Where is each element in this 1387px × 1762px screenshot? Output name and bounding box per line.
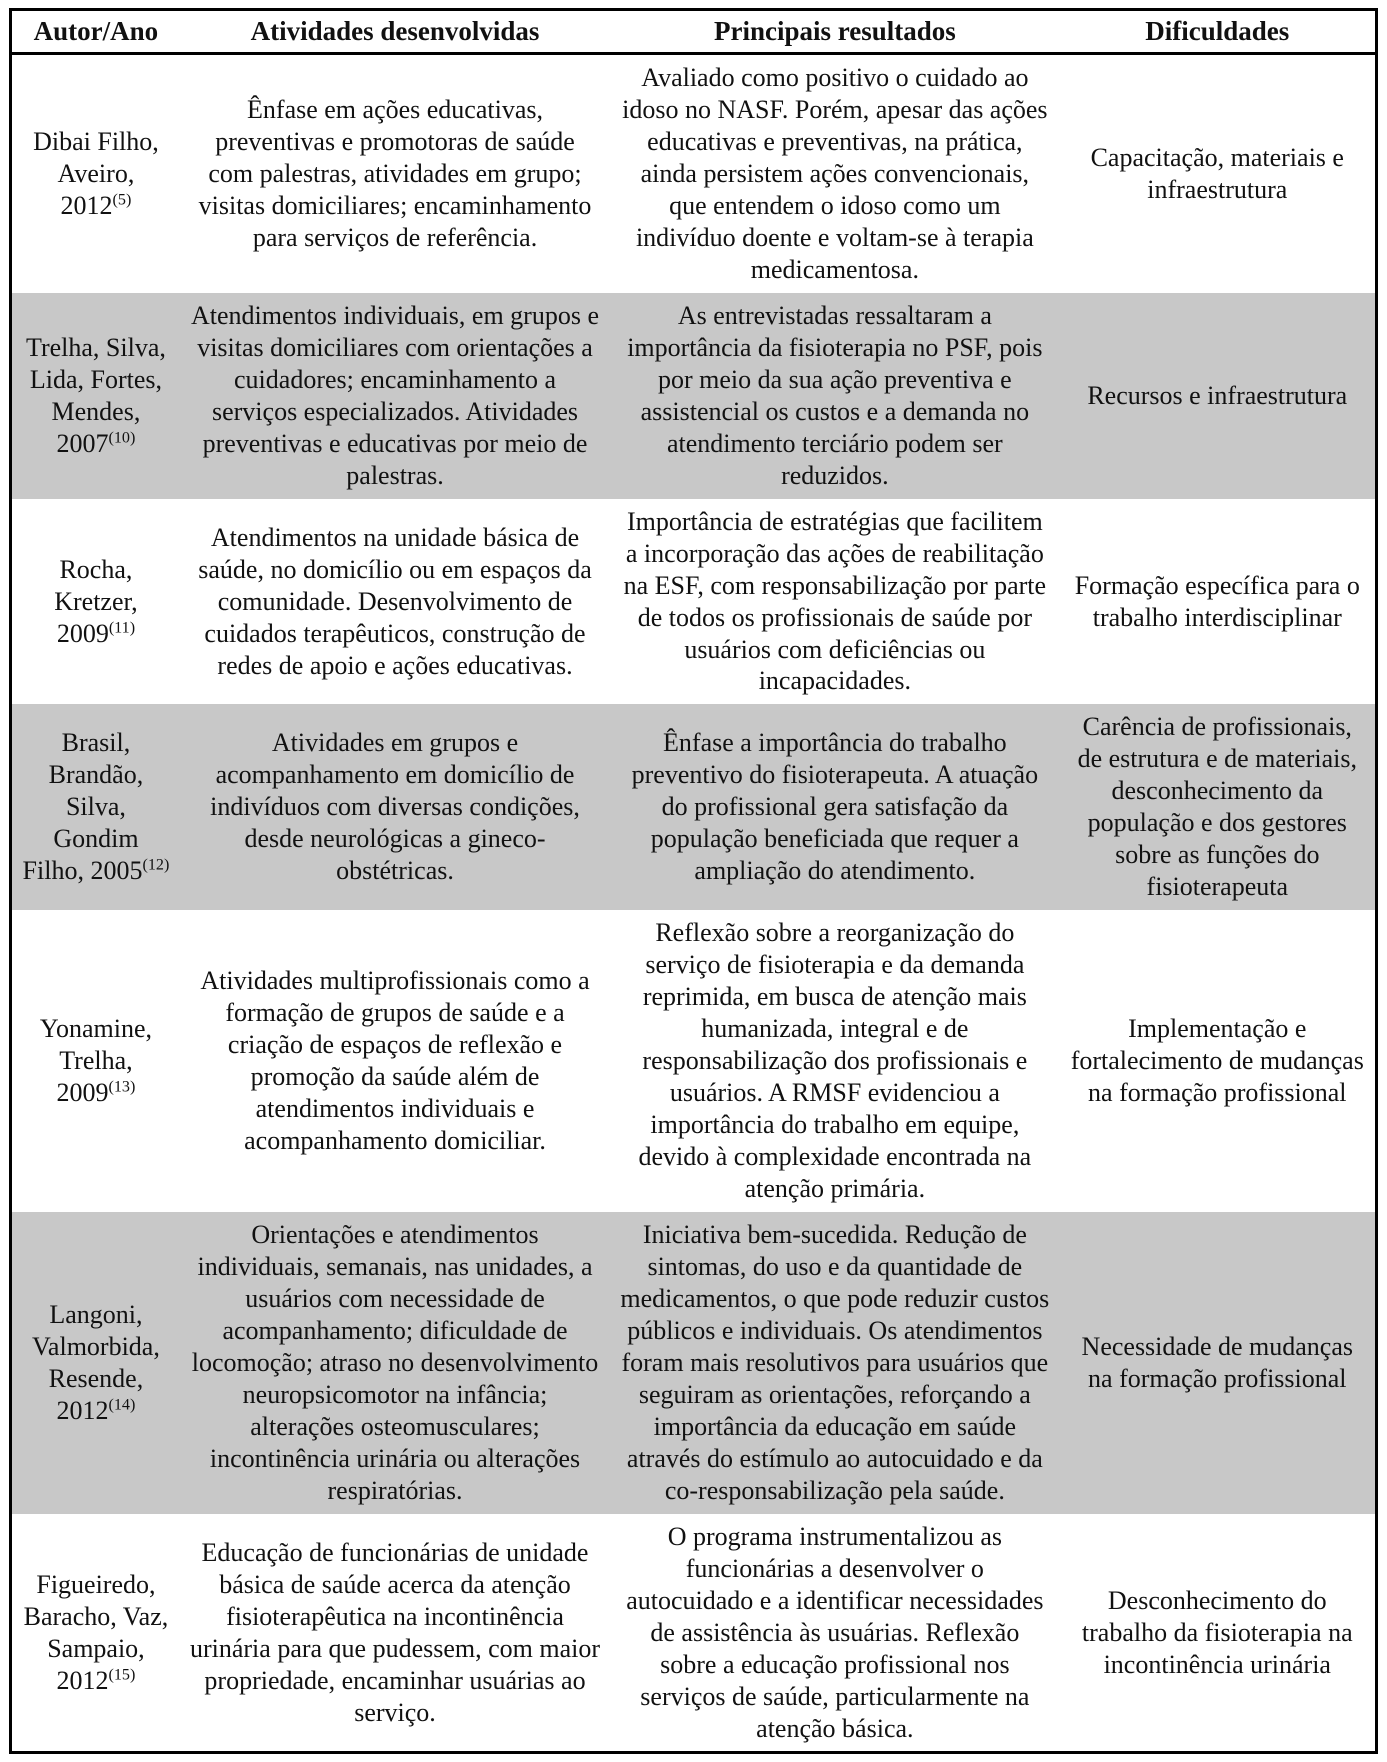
difficulties-cell: Carência de profissionais, de estrutura e de materiais, desconhecimento da população e dos gestores sobre as funções do fisioterapeuta [1060,704,1377,910]
author-year-cell [11,499,180,705]
reference-superscript: (14) [108,1396,136,1414]
author-year-cell [11,293,180,499]
author-year-cell [11,1212,180,1514]
col-header-resultados: Principais resultados [610,10,1059,54]
difficulties-cell: Implementação e fortalecimento de mudanças na formação profissional [1060,910,1377,1212]
activities-cell: Atividades em grupos e acompanhamento em domicílio de indivíduos com diversas condições, desde neurológicas a gineco-obstétricas. [180,704,610,910]
results-cell: Reflexão sobre a reorganização do serviço de fisioterapia e da demanda reprimida, em busca de atenção mais humanizada, integral e de responsabilização dos profissionais e usuários. A RMSF evidenciou a importância do trabalho em equipe, devido à complexidade encontrada na atenção primária. [610,910,1059,1212]
col-header-atividades: Atividades desenvolvidas [180,10,610,54]
results-cell: Iniciativa bem-sucedida. Redução de sintomas, do uso e da quantidade de medicamentos, o que pode reduzir custos públicos e individuais. Os atendimentos foram mais resolutivos para usuários que seguiram as orientações, reforçando a importância da educação em saúde através do estímulo ao autocuidado e da co-responsabilização pela saúde. [610,1212,1059,1514]
reference-superscript: (11) [108,618,136,636]
reference-superscript: (10) [108,429,136,447]
table-row [11,293,1377,499]
activities-cell: Ênfase em ações educativas, preventivas e promotoras de saúde com palestras, atividades em grupo; visitas domiciliares; encaminhamento para serviços de referência. [180,54,610,293]
author-year-cell [11,910,180,1212]
author-text: Dibai Filho, Aveiro, 2012 [33,126,159,220]
table-row [11,704,1377,910]
activities-cell: Atendimentos na unidade básica de saúde, no domicílio ou em espaços da comunidade. Desenvolvimento de cuidados terapêuticos, construção de redes de apoio e ações educativas. [180,499,610,705]
activities-cell: Atendimentos individuais, em grupos e visitas domiciliares com orientações a cuidadores; encaminhamento a serviços especializados. Atividades preventivas e educativas por meio de palestras. [180,293,610,499]
reference-superscript: (13) [108,1078,136,1096]
results-cell: Importância de estratégias que facilitem a incorporação das ações de reabilitação na ESF, com responsabilização por parte de todos os profissionais de saúde por usuários com deficiências ou incapacidades. [610,499,1059,705]
author-text: Yonamine, Trelha, 2009 [39,1014,153,1108]
table-row [11,499,1377,705]
author-text: Figueiredo, Baracho, Vaz, Sampaio, 2012 [23,1569,169,1695]
reference-superscript: (5) [112,191,132,209]
author-year-cell [11,704,180,910]
table-row [11,1212,1377,1514]
difficulties-cell: Capacitação, materiais e infraestrutura [1060,54,1377,293]
results-cell: O programa instrumentalizou as funcionárias a desenvolver o autocuidado e a identificar necessidades de assistência às usuárias. Reflexão sobre a educação profissional nos serviços de saúde, particularmente na atenção básica. [610,1514,1059,1753]
table-row [11,54,1377,293]
activities-cell: Atividades multiprofissionais como a formação de grupos de saúde e a criação de espaços de reflexão e promoção da saúde além de atendimentos individuais e acompanhamento domiciliar. [180,910,610,1212]
author-text: Rocha, Kretzer, 2009 [54,554,138,648]
col-header-autor-ano: Autor/Ano [11,10,180,54]
results-cell: As entrevistadas ressaltaram a importância da fisioterapia no PSF, pois por meio da sua ação preventiva e assistencial os custos e a demanda no atendimento terciário podem ser reduzidos. [610,293,1059,499]
reference-superscript: (15) [108,1665,136,1683]
reference-superscript: (12) [142,856,170,874]
difficulties-cell: Desconhecimento do trabalho da fisioterapia na incontinência urinária [1060,1514,1377,1753]
author-year-cell [11,54,180,293]
author-text: Brasil, Brandão, Silva, Gondim Filho, 2005 [22,728,144,886]
author-year-cell [11,1514,180,1753]
difficulties-cell: Formação específica para o trabalho interdisciplinar [1060,499,1377,705]
author-text: Langoni, Valmorbida, Resende, 2012 [32,1299,160,1425]
literature-review-table [9,8,1378,1754]
table-row [11,1514,1377,1753]
table-row [11,910,1377,1212]
difficulties-cell: Necessidade de mudanças na formação profissional [1060,1212,1377,1514]
results-cell: Ênfase a importância do trabalho preventivo do fisioterapeuta. A atuação do profissional gera satisfação da população beneficiada que requer a ampliação do atendimento. [610,704,1059,910]
activities-cell: Educação de funcionárias de unidade básica de saúde acerca da atenção fisioterapêutica na incontinência urinária para que pudessem, com maior propriedade, encaminhar usuárias ao serviço. [180,1514,610,1753]
results-cell: Avaliado como positivo o cuidado ao idoso no NASF. Porém, apesar das ações educativas e preventivas, na prática, ainda persistem ações convencionais, que entendem o idoso como um indivíduo doente e voltam-se à terapia medicamentosa. [610,54,1059,293]
table-header-row [11,10,1377,54]
col-header-dificuldades: Dificuldades [1060,10,1377,54]
difficulties-cell: Recursos e infraestrutura [1060,293,1377,499]
activities-cell: Orientações e atendimentos individuais, semanais, nas unidades, a usuários com necessidade de acompanhamento; dificuldade de locomoção; atraso no desenvolvimento neuropsicomotor na infância; alterações osteomusculares; incontinência urinária ou alterações respiratórias. [180,1212,610,1514]
author-text: Trelha, Silva, Lida, Fortes, Mendes, 2007 [25,332,166,458]
